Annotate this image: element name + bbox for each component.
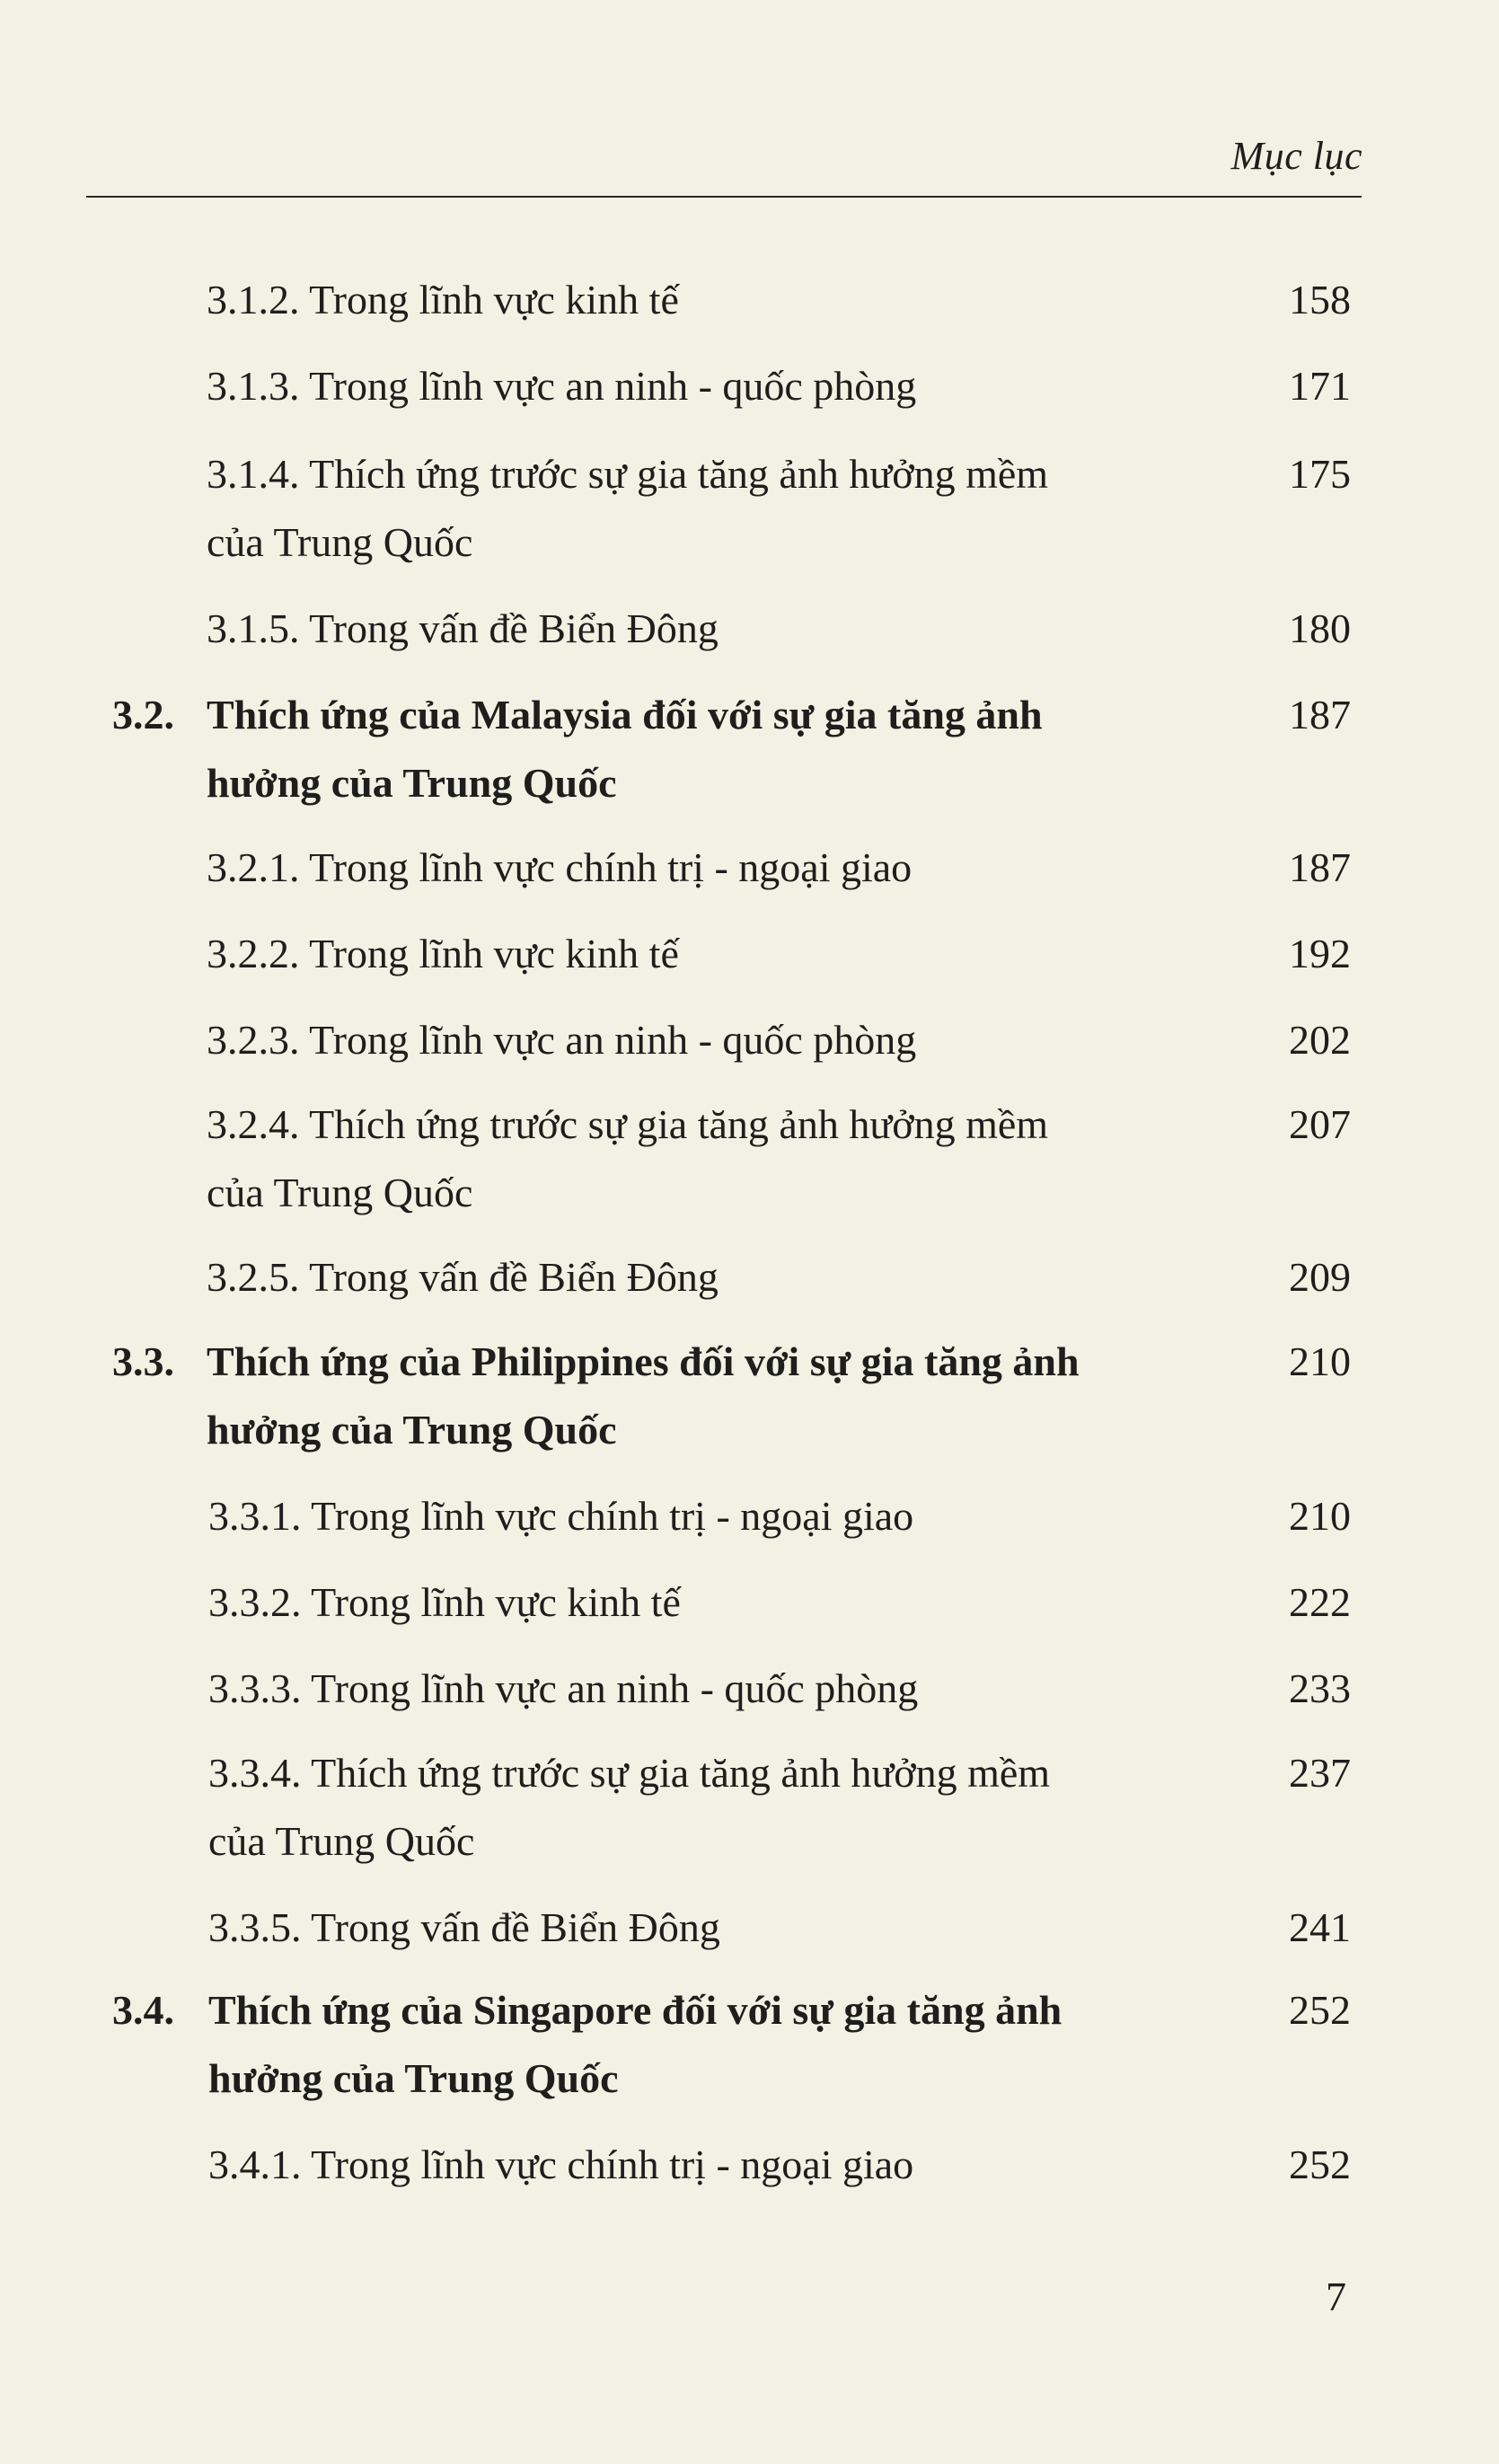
toc-entry-3-2-4-cont: của Trung Quốc	[207, 1170, 473, 1215]
header-rule	[86, 196, 1362, 198]
toc-page-3-1-3: 171	[1289, 363, 1351, 409]
toc-entry-3-1-2: 3.1.2. Trong lĩnh vực kinh tế	[207, 277, 679, 322]
toc-entry-3-2-2: 3.2.2. Trong lĩnh vực kinh tế	[207, 931, 679, 976]
toc-section-number-3-3: 3.3.	[112, 1338, 174, 1384]
toc-entry-3-2-1: 3.2.1. Trong lĩnh vực chính trị - ngoại giao	[207, 844, 913, 890]
running-header: Mục lục	[1230, 134, 1362, 178]
toc-page-3-1-2: 158	[1289, 277, 1351, 322]
toc-entry-3-3-1: 3.3.1. Trong lĩnh vực chính trị - ngoại giao	[208, 1493, 914, 1539]
toc-page-3-3-5: 241	[1289, 1904, 1351, 1950]
toc-entry-3-2-4: 3.2.4. Thích ứng trước sự gia tăng ảnh hưởng mềm	[207, 1101, 1049, 1147]
toc-page-3-2: 187	[1289, 692, 1351, 737]
toc-section-3-2-cont: hưởng của Trung Quốc	[207, 760, 617, 806]
toc-entry-3-2-3: 3.2.3. Trong lĩnh vực an ninh - quốc phòng	[207, 1017, 917, 1063]
toc-page-3-1-5: 180	[1289, 605, 1351, 651]
toc-page-3-1-4: 175	[1289, 451, 1351, 497]
toc-page-3-3-1: 210	[1289, 1493, 1351, 1539]
toc-entry-3-1-4-cont: của Trung Quốc	[207, 519, 473, 565]
toc-page-3-3: 210	[1289, 1338, 1351, 1384]
toc-entry-3-3-2: 3.3.2. Trong lĩnh vực kinh tế	[208, 1579, 681, 1625]
toc-page-3-4-1: 252	[1289, 2142, 1351, 2187]
toc-section-3-2: Thích ứng của Malaysia đối với sự gia tăng ảnh	[207, 692, 1043, 737]
toc-section-number-3-2: 3.2.	[112, 692, 174, 737]
toc-section-number-3-4: 3.4.	[112, 1987, 174, 2033]
toc-page-3-2-3: 202	[1289, 1017, 1351, 1063]
page-number: 7	[1326, 2274, 1346, 2319]
toc-page-3-3-4: 237	[1289, 1750, 1351, 1796]
toc-section-3-3: Thích ứng của Philippines đối với sự gia tăng ảnh	[207, 1338, 1080, 1384]
toc-entry-3-1-5: 3.1.5. Trong vấn đề Biển Đông	[207, 605, 719, 651]
toc-section-3-4-cont: hưởng của Trung Quốc	[208, 2055, 619, 2101]
toc-page-3-2-4: 207	[1289, 1101, 1351, 1147]
toc-entry-3-1-4: 3.1.4. Thích ứng trước sự gia tăng ảnh hưởng mềm	[207, 451, 1049, 497]
toc-entry-3-2-5: 3.2.5. Trong vấn đề Biển Đông	[207, 1254, 719, 1300]
toc-page-3-4: 252	[1289, 1987, 1351, 2033]
toc-entry-3-3-5: 3.3.5. Trong vấn đề Biển Đông	[208, 1904, 720, 1950]
toc-entry-3-1-3: 3.1.3. Trong lĩnh vực an ninh - quốc phòng	[207, 363, 917, 409]
toc-section-3-4: Thích ứng của Singapore đối với sự gia tăng ảnh	[208, 1987, 1063, 2033]
toc-page-3-3-3: 233	[1289, 1665, 1351, 1711]
toc-entry-3-3-4: 3.3.4. Thích ứng trước sự gia tăng ảnh hưởng mềm	[208, 1750, 1051, 1796]
toc-page-3-2-1: 187	[1289, 844, 1351, 890]
toc-page-3-2-5: 209	[1289, 1254, 1351, 1300]
toc-section-3-3-cont: hưởng của Trung Quốc	[207, 1407, 617, 1453]
toc-entry-3-4-1: 3.4.1. Trong lĩnh vực chính trị - ngoại giao	[208, 2142, 914, 2187]
toc-page-3-2-2: 192	[1289, 931, 1351, 976]
toc-entry-3-3-4-cont: của Trung Quốc	[208, 1818, 475, 1864]
toc-entry-3-3-3: 3.3.3. Trong lĩnh vực an ninh - quốc phòng	[208, 1665, 919, 1711]
toc-page-3-3-2: 222	[1289, 1579, 1351, 1625]
